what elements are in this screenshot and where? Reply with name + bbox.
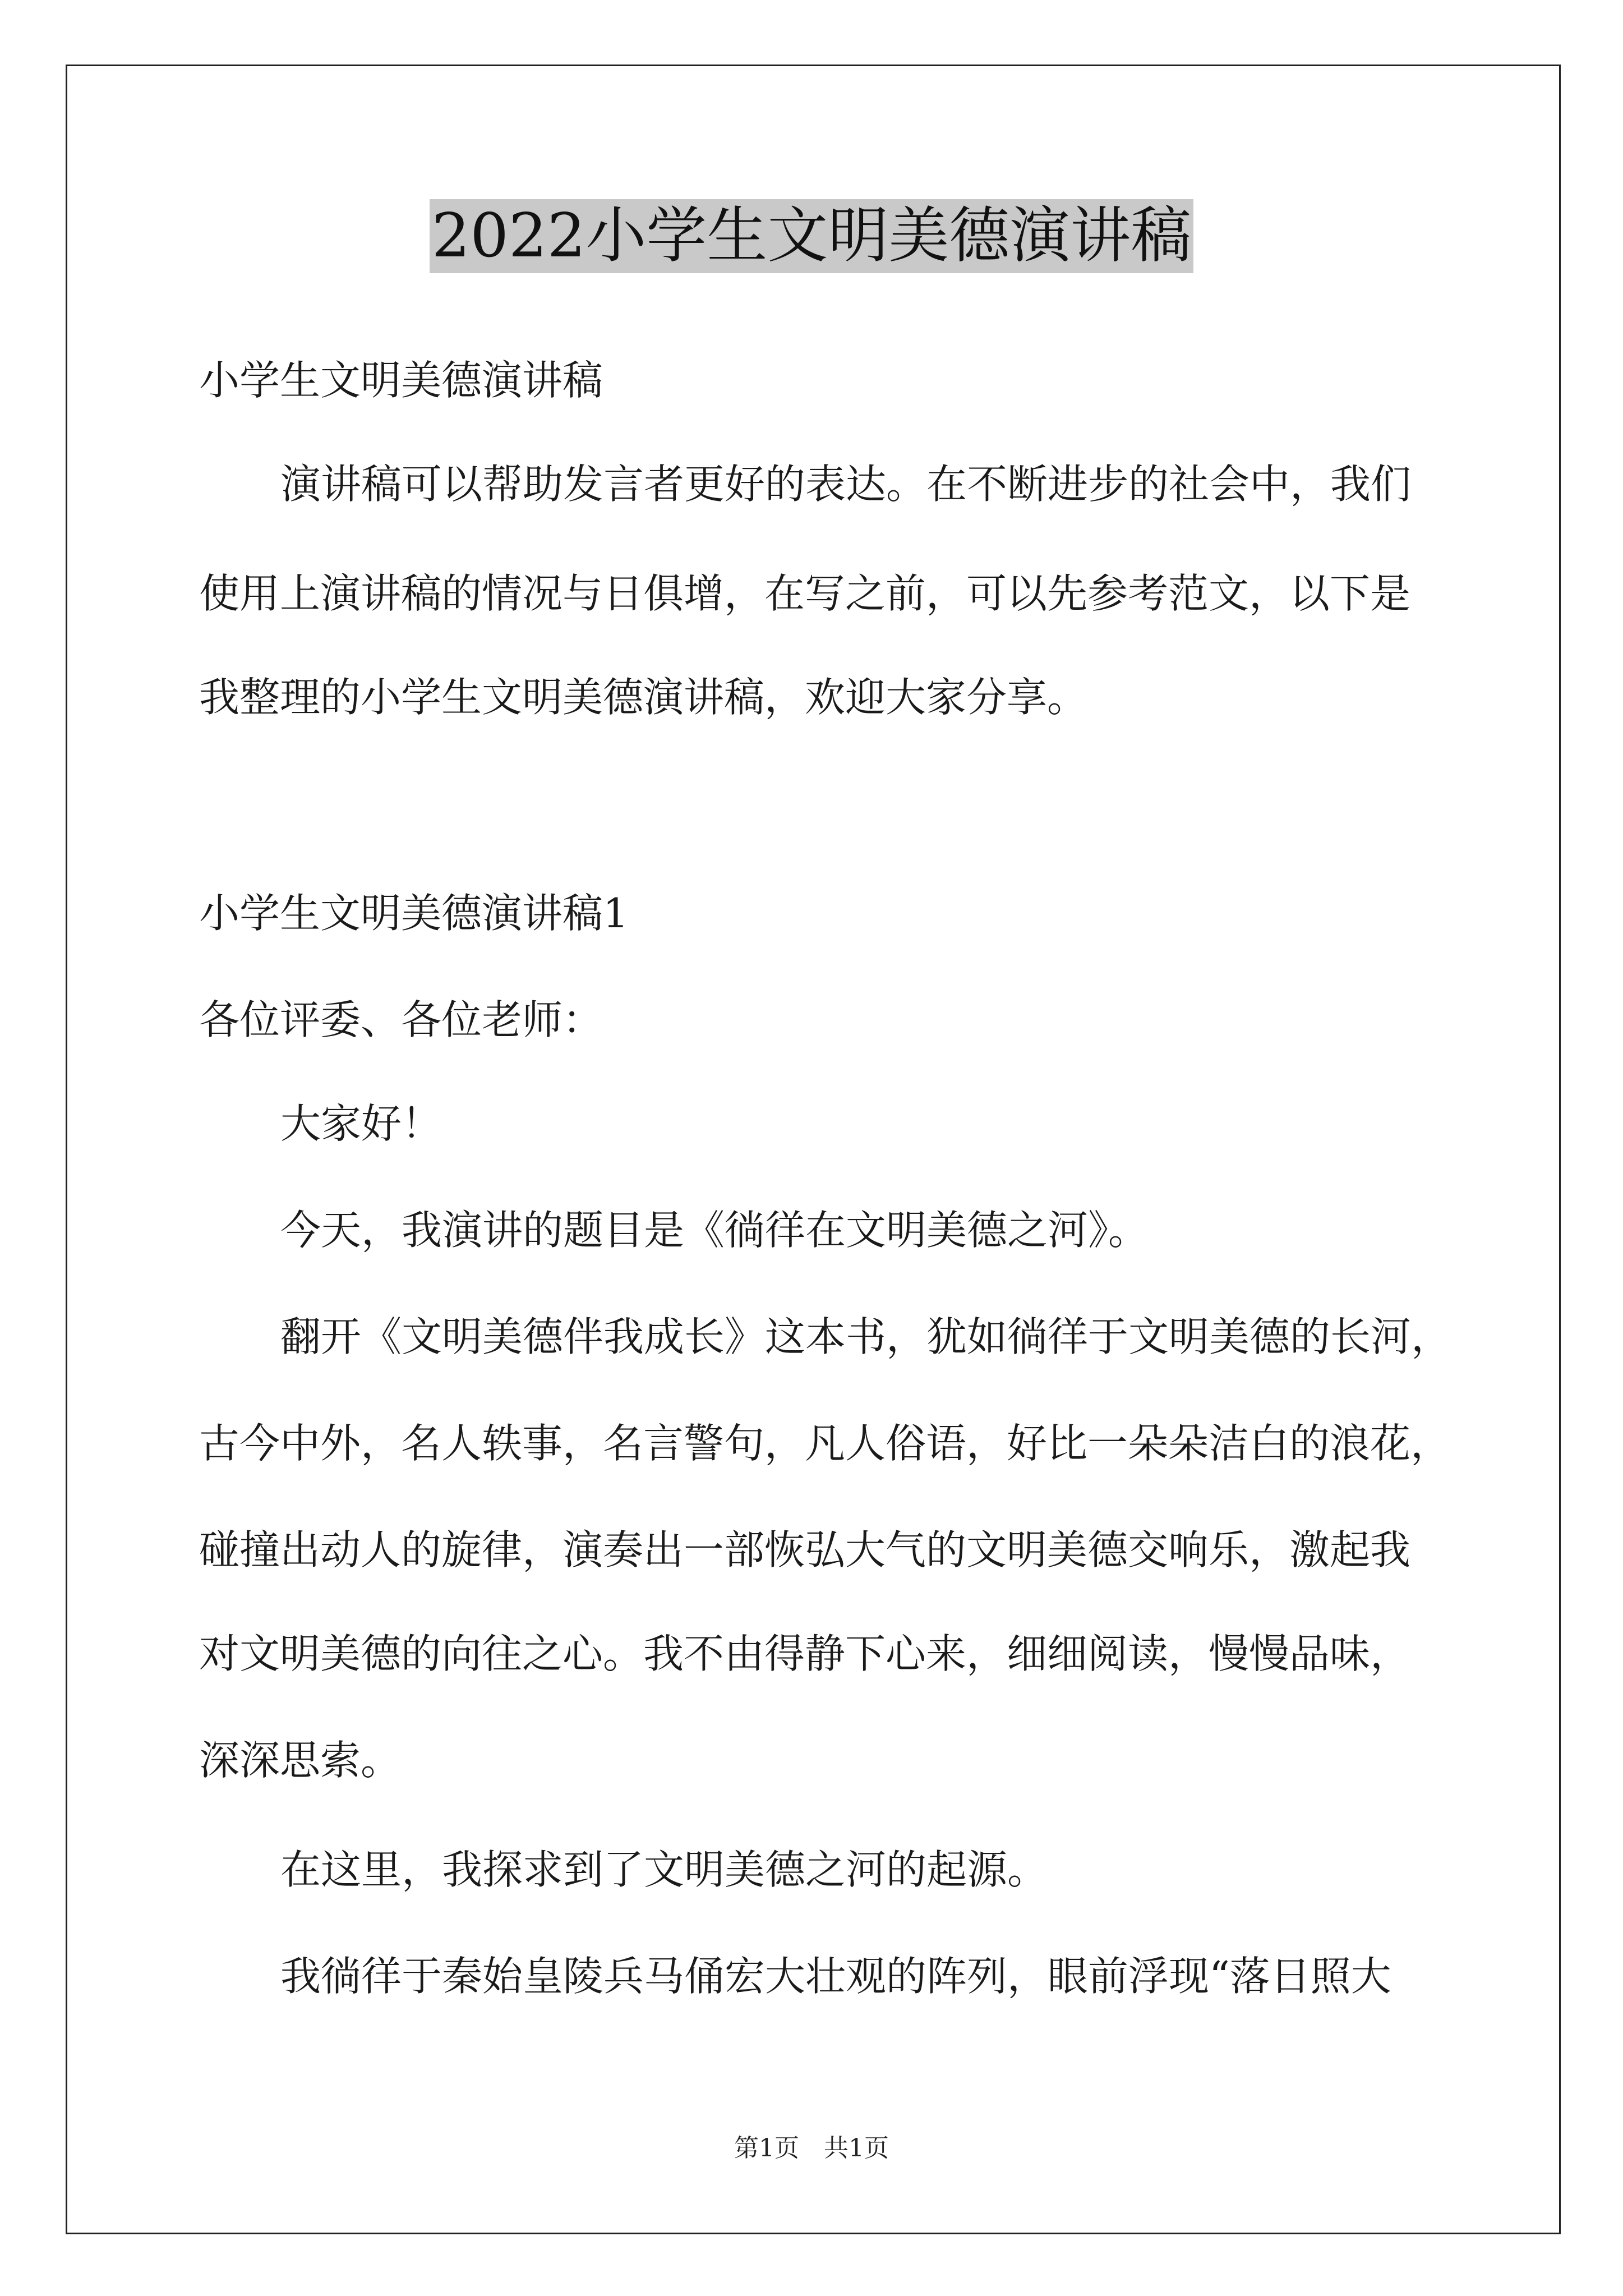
page-footer: 第1页 共1页 <box>734 2134 889 2162</box>
section-heading: 小学生文明美德演讲稿1 <box>199 890 629 937</box>
paragraph-line: 古今中外，名人轶事，名言警句，凡人俗语，好比一朵朵洁白的浪花， <box>199 1420 1451 1467</box>
paragraph-line: 我徜徉于秦始皇陵兵马俑宏大壮观的阵列，眼前浮现“落日照大 <box>280 1953 1391 2000</box>
paragraph-line: 在这里，我探求到了文明美德之河的起源。 <box>280 1846 1048 1893</box>
paragraph-line: 对文明美德的向往之心。我不由得静下心来，细细阅读，慢慢品味， <box>199 1630 1411 1677</box>
paragraph-line: 碰撞出动人的旋律，演奏出一部恢弘大气的文明美德交响乐，激起我 <box>199 1526 1411 1573</box>
paragraph-line: 演讲稿可以帮助发言者更好的表达。在不断进步的社会中，我们 <box>280 461 1412 508</box>
greeting-line: 大家好！ <box>280 1100 442 1147</box>
document-title: 2022小学生文明美德演讲稿 <box>430 199 1194 273</box>
salutation-line: 各位评委、各位老师： <box>199 996 603 1043</box>
paragraph-line: 深深思索。 <box>199 1737 402 1784</box>
paragraph-line: 今天，我演讲的题目是《徜徉在文明美德之河》。 <box>280 1207 1149 1254</box>
paragraph-line: 翻开《文明美德伴我成长》这本书，犹如徜徉于文明美德的长河， <box>280 1313 1452 1360</box>
title-wrap <box>0 199 1623 273</box>
paragraph-line: 我整理的小学生文明美德演讲稿，欢迎大家分享。 <box>199 674 1088 721</box>
paragraph-line: 使用上演讲稿的情况与日俱增，在写之前，可以先参考范文，以下是 <box>199 570 1411 617</box>
subtitle-line: 小学生文明美德演讲稿 <box>199 357 603 404</box>
